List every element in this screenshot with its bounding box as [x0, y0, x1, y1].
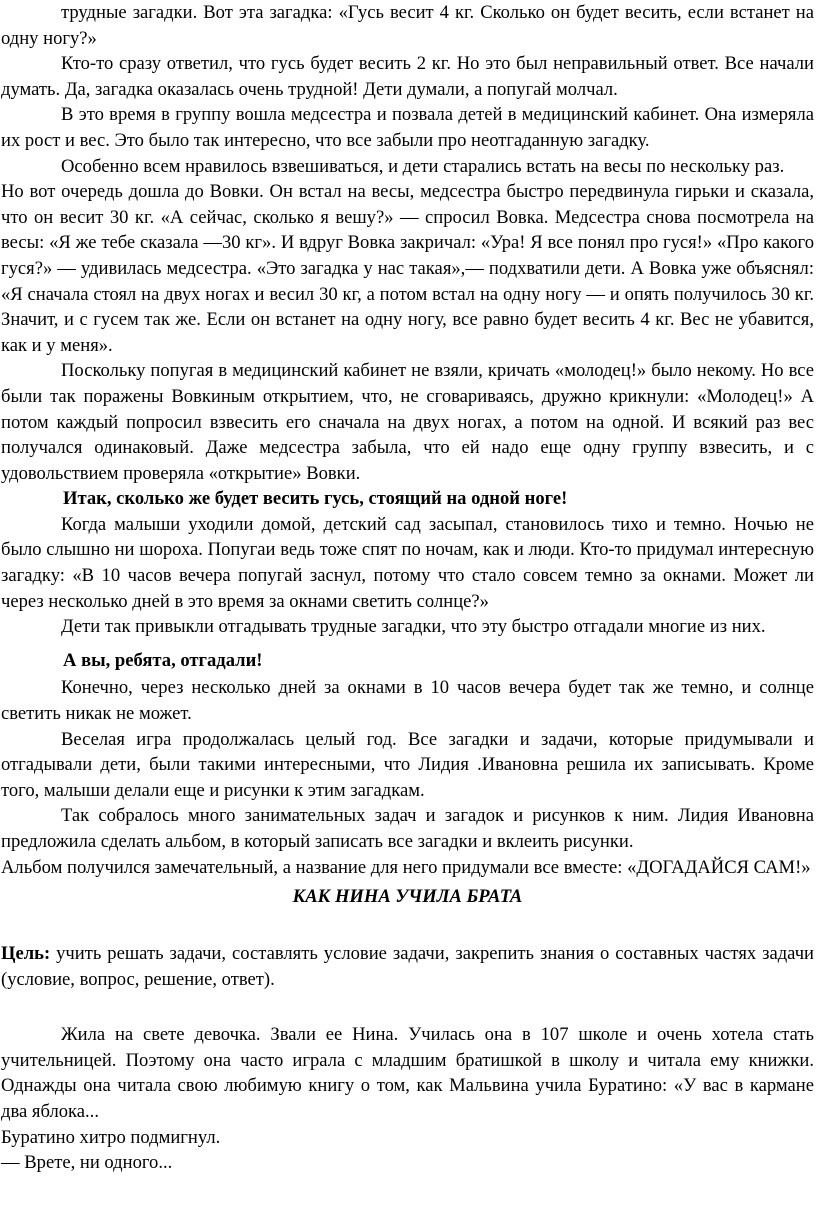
paragraph: Дети так привыкли отгадывать трудные загадки, что эту быстро отгадали многие из них. [61, 616, 766, 638]
spacer [1, 910, 814, 936]
paragraph: Буратино хитро подмигнул. [1, 1126, 221, 1148]
story-title: КАК НИНА УЧИЛА БРАТА [292, 886, 523, 908]
paragraph: В это время в группу вошла медсестра и позвала детей в медицинский кабинет. Она измеряла их рост и вес. Это было так интересно, что все забыли про неотгаданную загадку. [1, 104, 814, 151]
paragraph: трудные загадки. Вот эта загадка: «Гусь весит 4 кг. Сколько он будет весить, если встанет на одну ногу?» [1, 2, 814, 49]
goal-paragraph [1, 941, 814, 992]
paragraph: Альбом получился замечательный, а название для него придумали все вместе: «ДОГАДАЙСЯ САМ!» [1, 856, 811, 878]
section-heading: А вы, ребята, отгадали! [63, 649, 263, 671]
spacer [1, 993, 814, 1019]
goal-label: Цель: [1, 943, 51, 965]
section-heading: Итак, сколько же будет весить гусь, стоящий на одной ноге! [63, 488, 568, 510]
paragraph: Конечно, через несколько дней за окнами в 10 часов вечера будет так же темно, и солнце светить никак не может. [1, 677, 814, 725]
paragraph: Так собралось много занимательных задач и загадок и рисунков к ним. Лидия Ивановна предложила сделать альбом, в который записать все загадки и вклеить рисунки. [1, 805, 814, 852]
paragraph: Веселая игра продолжалась целый год. Все загадки и задачи, которые придумывали и отгадывали дети, были такими интересными, что Лидия .Ивановна решила их записывать. Кроме того, малыши делали еще и рисунки к этим загадкам. [1, 728, 814, 801]
paragraph: Жила на свете девочка. Звали ее Нина. Училась она в 107 школе и очень хотела стать учительницей. Поэтому она часто играла с младшим братишкой в школу и читала ему книжки. Однажды она читала свою любимую книгу о том, как Мальвина учила Буратино: «У вас в кармане два яблока... [1, 1024, 814, 1122]
paragraph: Особенно всем нравилось взвешиваться, и дети старались встать на весы по нескольку раз. [61, 155, 785, 177]
paragraph: Кто-то сразу ответил, что гусь будет весить 2 кг. Но это был неправильный ответ. Все начали думать. Да, загадка оказалась очень трудной! Дети думали, а попугай молчал. [1, 53, 814, 100]
paragraph: Когда малыши уходили домой, детский сад засыпал, становилось тихо и темно. Ночью не было слышно ни шороха. Попугаи ведь тоже спят по ночам, как и люди. Кто-то придумал интересную загадку: «В 10 часов вечера попугай заснул, потому что стало совсем темно за окнами. Может ли через несколько дней в это время за окнами светить солнце?» [1, 513, 814, 612]
paragraph: — Врете, ни одного... [1, 1152, 173, 1174]
document-page [1, 0, 814, 1176]
paragraph: Но вот очередь дошла до Вовки. Он встал на весы, медсестра быстро передвинула гирьки и сказала, что он весит 30 кг. «А сейчас, сколько я вешу?» — спросил Вовка. Медсестра снова посмотрела на весы: «Я же тебе сказала —30 кг». И вдруг Вовка закричал: «Ура! Я все понял про гуся!» «Про какого гуся?» — удивилась медсестра. «Это загадка у нас такая»,— подхватили дети. А Вовка уже объяснял: «Я сначала стоял на двух ногах и весил 30 кг, а потом встал на одну ногу — и опять получилось 30 кг. Значит, и с гусем так же. Если он встанет на одну ногу, все равно будет весить 4 кг. Вес не убавится, как и у меня». [1, 181, 814, 356]
goal-text: учить решать задачи, составлять условие задачи, закрепить знания о составных частях задачи (условие, вопрос, решение, ответ). [1, 943, 814, 990]
paragraph: Поскольку попугая в медицинский кабинет не взяли, кричать «молодец!» было некому. Но все были так поражены Вовкиным открытием, что, не сговариваясь, дружно крикнули: «Молодец!» А потом каждый попросил взвесить его сначала на двух ногах, а потом на одной. И всякий раз вес получался одинаковый. Даже медсестра забыла, что ей надо еще одну группу взвесить, и с удовольствием проверяла «открытие» Вовки. [1, 360, 814, 484]
